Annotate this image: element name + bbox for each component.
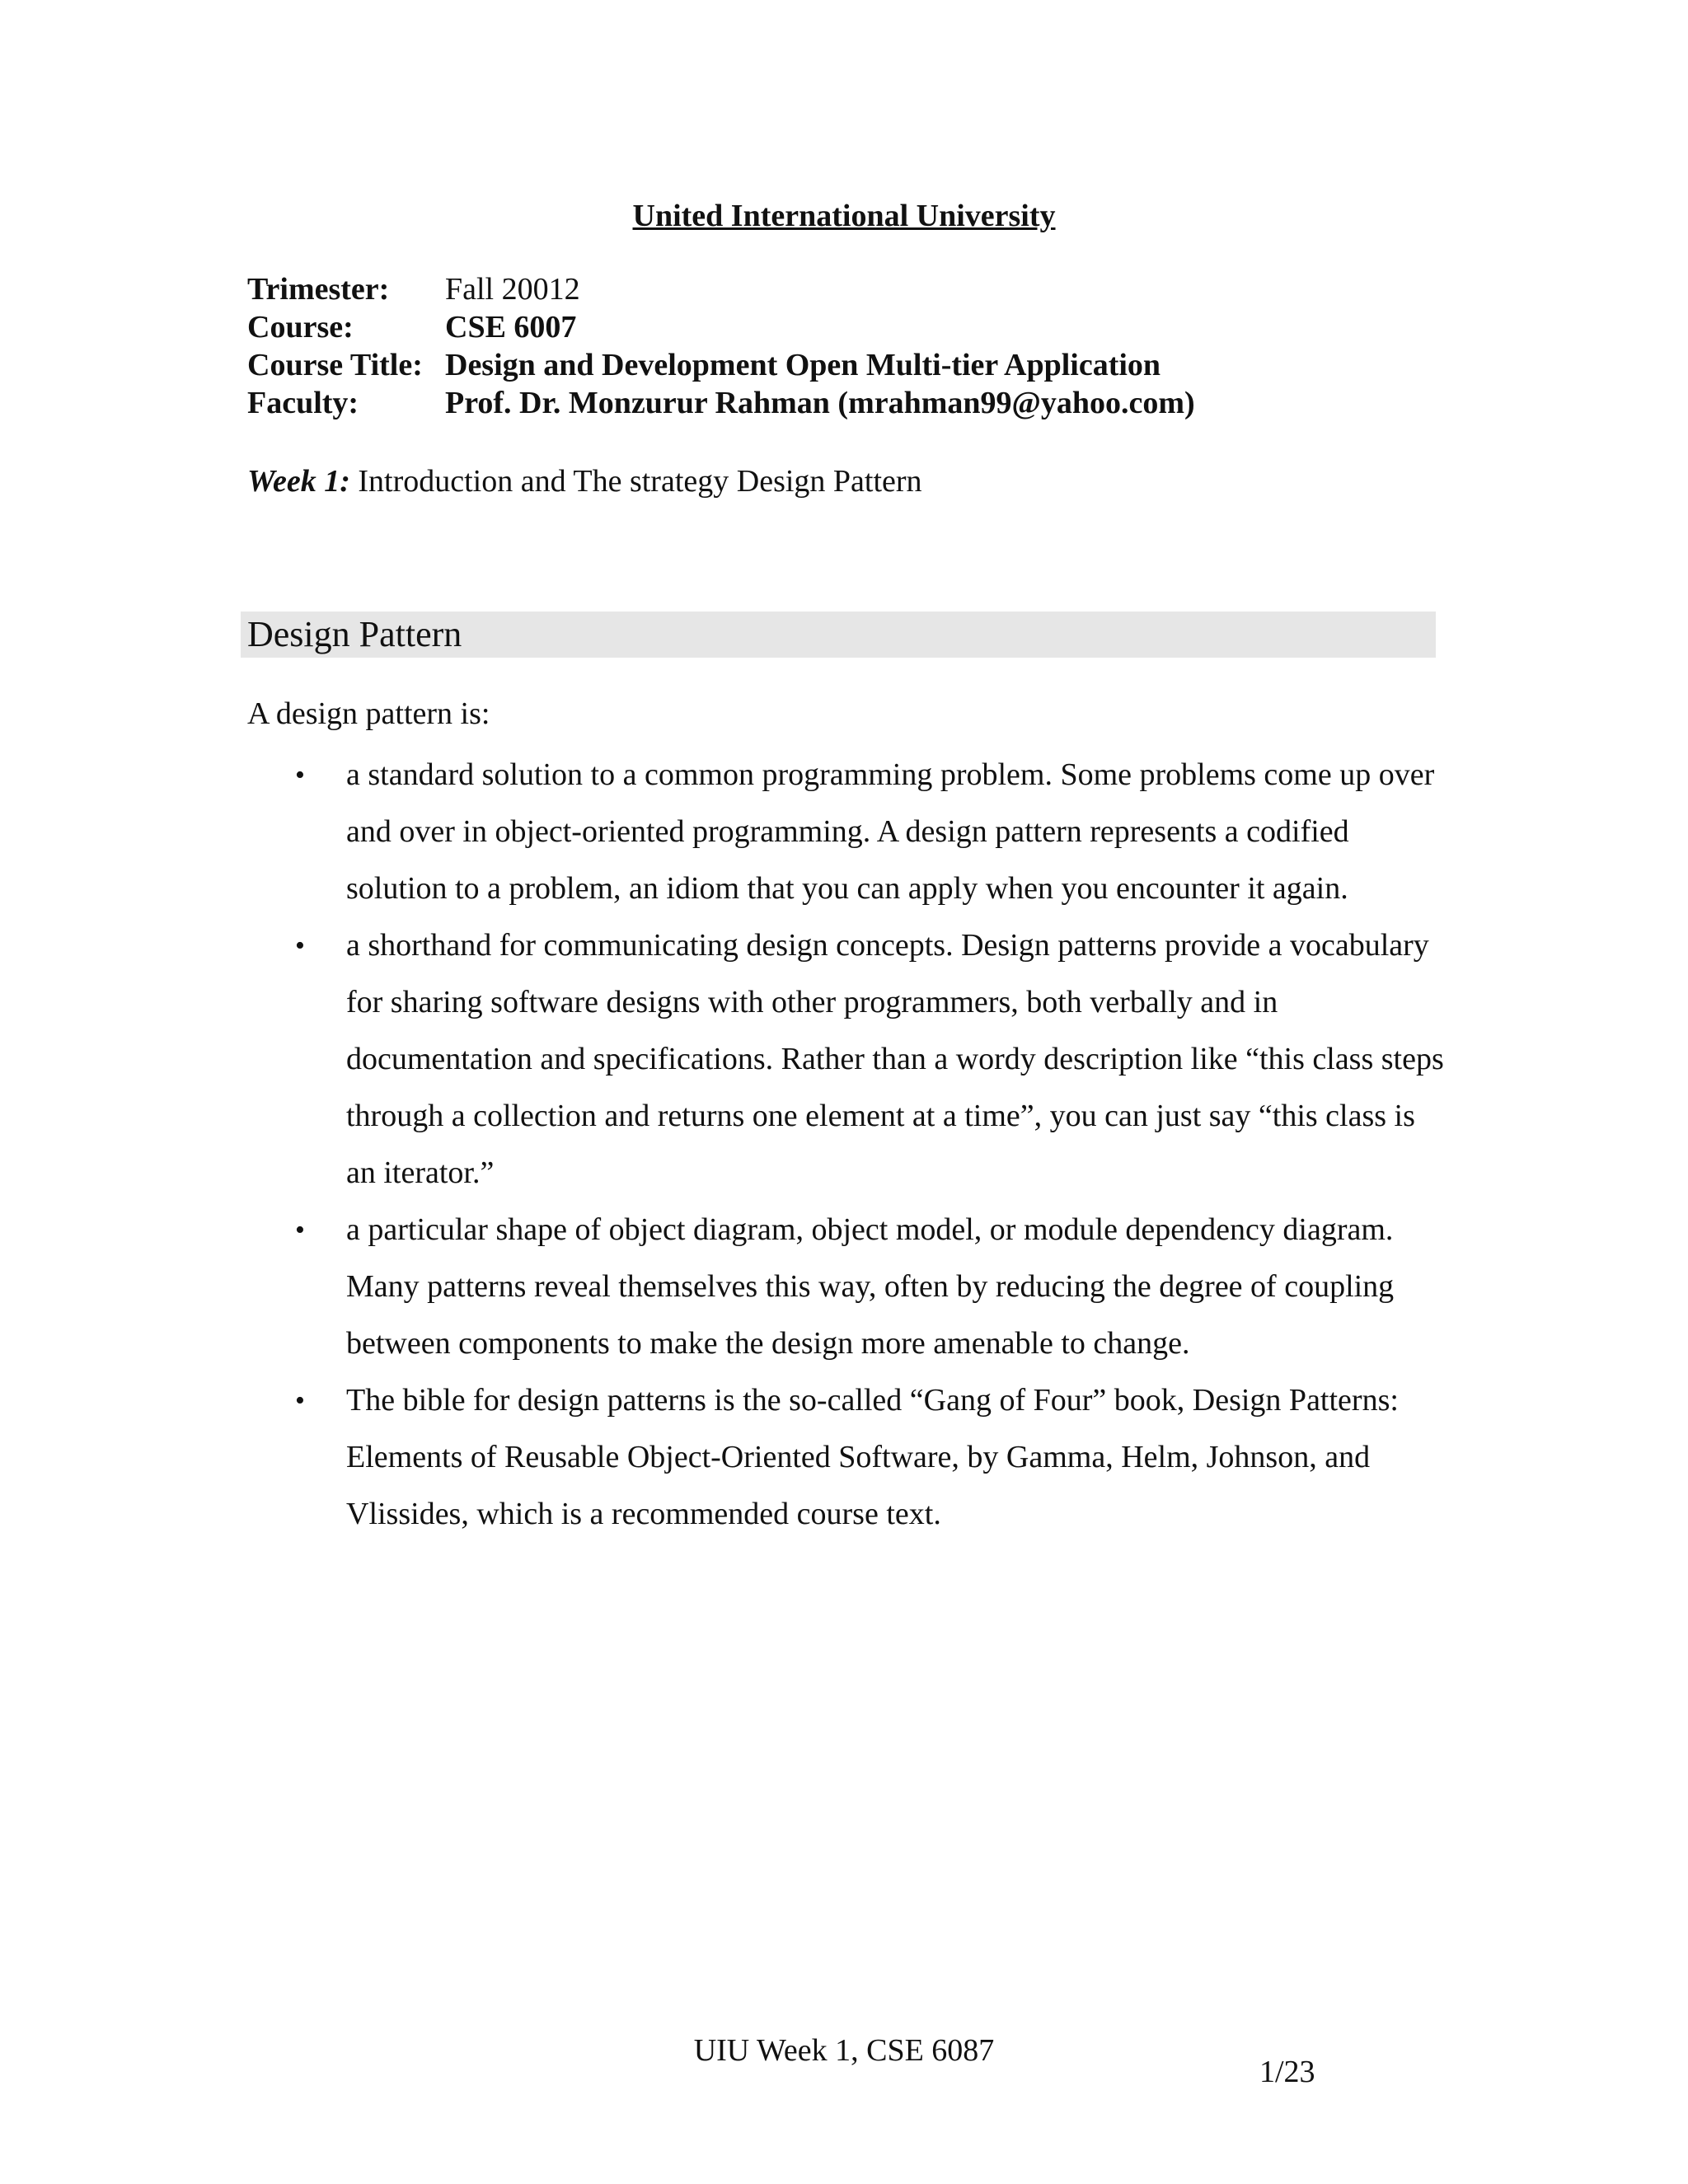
meta-row-faculty bbox=[247, 384, 1195, 422]
course-title-value: Design and Development Open Multi-tier Application bbox=[445, 348, 1161, 382]
bullet-icon: • bbox=[295, 760, 305, 790]
section-intro: A design pattern is: bbox=[247, 696, 490, 731]
week-title: Introduction and The strategy Design Pattern bbox=[358, 464, 922, 499]
bullet-text: The bible for design patterns is the so-called “Gang of Four” book, Design Patterns: Elements of Reusable Object-Oriented Software, by Gamma, Helm, Johnson, and Vlissides, which is a recommended course text. bbox=[346, 1383, 1399, 1531]
university-title: United International University bbox=[632, 199, 1056, 233]
bullet-text: a shorthand for communicating design concepts. Design patterns provide a vocabulary for sharing software designs with other programmers, both verbally and in documentation and specifications. Rather than a wordy description like “this class steps through a collection and returns one element at a time”, you can just say “this class is an iterator.” bbox=[346, 928, 1444, 1190]
trimester-label: Trimester: bbox=[247, 272, 390, 307]
week-line bbox=[247, 462, 922, 501]
meta-row-course bbox=[247, 308, 1195, 346]
page-number: 1/23 bbox=[1259, 2055, 1315, 2089]
section-heading: Design Pattern bbox=[247, 614, 462, 654]
trimester-value: Fall 20012 bbox=[445, 272, 580, 307]
list-item bbox=[247, 1372, 1451, 1543]
meta-row-course-title bbox=[247, 346, 1195, 384]
list-item bbox=[247, 747, 1451, 917]
page-footer: UIU Week 1, CSE 6087 bbox=[693, 2033, 995, 2068]
bullet-text: a particular shape of object diagram, object model, or module dependency diagram. Many patterns reveal themselves this way, often by reducing the degree of coupling between components to make the design more amenable to change. bbox=[346, 1212, 1395, 1361]
course-value: CSE 6007 bbox=[445, 310, 577, 344]
bullet-icon: • bbox=[295, 1385, 305, 1416]
course-label: Course: bbox=[247, 310, 354, 344]
faculty-value: Prof. Dr. Monzurur Rahman (mrahman99@yahoo.com) bbox=[445, 386, 1195, 420]
meta-row-trimester bbox=[247, 270, 1195, 308]
bullet-icon: • bbox=[295, 1215, 305, 1245]
list-item bbox=[247, 917, 1451, 1202]
faculty-label: Faculty: bbox=[247, 386, 359, 420]
list-item bbox=[247, 1202, 1451, 1372]
week-label: Week 1: bbox=[247, 464, 350, 499]
bullet-list bbox=[247, 747, 1451, 1543]
course-meta bbox=[247, 270, 1195, 422]
bullet-icon: • bbox=[295, 930, 305, 961]
course-title-label: Course Title: bbox=[247, 348, 423, 382]
bullet-text: a standard solution to a common programming problem. Some problems come up over and over in object-oriented programming. A design pattern represents a codified solution to a problem, an idiom that you can apply when you encounter it again. bbox=[346, 757, 1435, 906]
